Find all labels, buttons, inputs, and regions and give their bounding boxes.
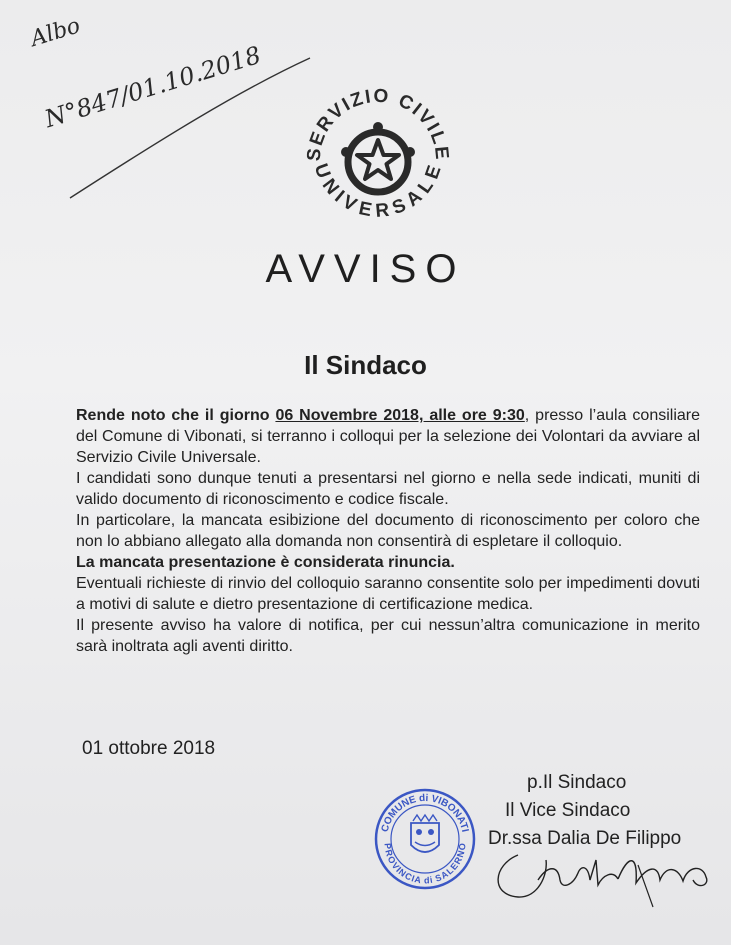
servizio-civile-logo xyxy=(298,80,458,240)
notice-heading: Il Sindaco xyxy=(304,350,427,380)
notice-body xyxy=(76,405,700,657)
handwritten-signature xyxy=(488,835,723,915)
annotation-line-1: Albo xyxy=(27,13,84,52)
paragraph-5: Eventuali richieste di rinvio del colloquio saranno consentite solo per impedimenti dovuti a motivi di salute e dietro presentazione di certificazione medica. xyxy=(76,575,700,613)
svg-text:PROVINCIA di SALERNO: PROVINCIA di SALERNO xyxy=(382,842,468,886)
coat-of-arms-icon xyxy=(411,815,439,852)
paragraph-4-warning: La mancata presentazione è considerata rinuncia. xyxy=(76,554,455,571)
signature-line-3: Dr.ssa Dalia De Filippo xyxy=(488,828,682,849)
svg-text:COMUNE di VIBONATI: COMUNE di VIBONATI xyxy=(379,792,471,834)
paragraph-3: In particolare, la mancata esibizione del documento di riconoscimento per coloro che non lo abbiano allegato alla domanda non consentirà di espletare il colloquio. xyxy=(76,512,700,550)
signature-line-2: Il Vice Sindaco xyxy=(505,800,631,821)
paragraph-6: Il presente avviso ha valore di notifica, per cui nessun’altra comunicazione in merito sarà inoltrata agli aventi diritto. xyxy=(76,617,700,655)
paragraph-2: I candidati sono dunque tenuti a presentarsi nel giorno e nella sede indicati, muniti di valido documento di riconoscimento e codice fiscale. xyxy=(76,470,700,508)
document-date: 01 ottobre 2018 xyxy=(82,738,216,759)
svg-text:UNIVERSALE: UNIVERSALE xyxy=(309,161,447,222)
paragraph-1 xyxy=(76,405,700,468)
svg-text:SERVIZIO CIVILE: SERVIZIO CIVILE xyxy=(303,85,453,163)
municipal-stamp xyxy=(373,787,477,891)
signature-line-1: p.Il Sindaco xyxy=(527,772,627,793)
lead-text: Rende noto che il giorno xyxy=(76,407,270,424)
star-emblem-icon xyxy=(341,122,415,192)
notice-title: AVVISO xyxy=(265,247,466,291)
paragraph-1-rest: , presso l’aula consiliare del Comune di Vibonati, si terranno i colloqui per la selezione dei Volontari da avviare al Servizio Civile Universale. xyxy=(76,407,701,466)
handwritten-arrow-stroke xyxy=(40,40,320,210)
annotation-line-2: N°847/01.10.2018 xyxy=(41,40,265,134)
interview-date: 06 Novembre 2018, alle ore 9:30 xyxy=(275,407,525,424)
